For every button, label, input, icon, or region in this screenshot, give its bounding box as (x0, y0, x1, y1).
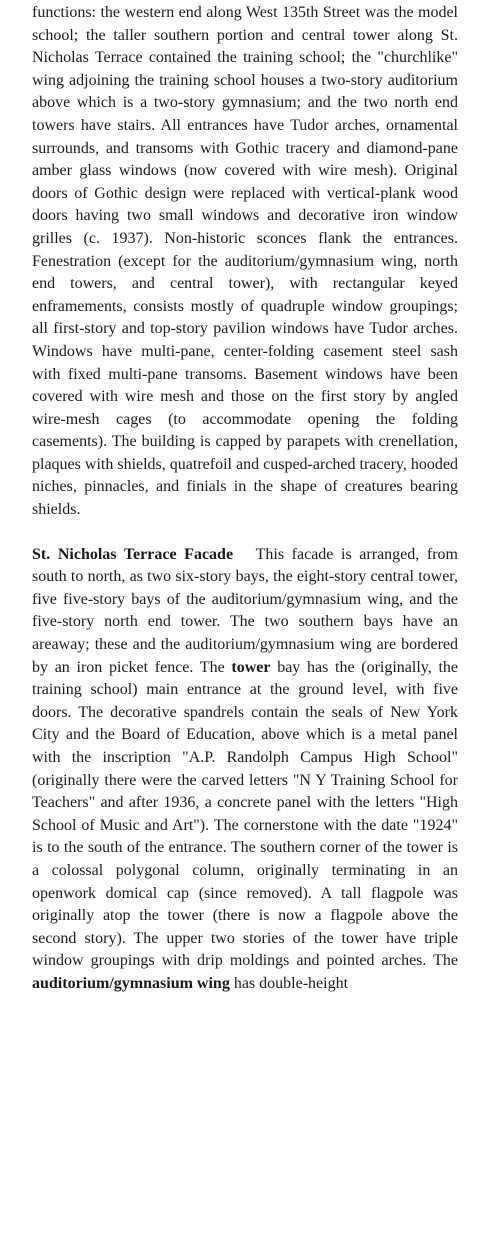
paragraph-building-description (32, 2, 458, 522)
paragraph-text-c: has double-height (233, 974, 349, 992)
paragraph-text-a: This facade is arranged, from south to north, as two six-story bays, the eight-story central tower, five five-story bays of the auditorium/gymnasium wing, and the five-story north end tower. The two southern bays have an areaway; these and the auditorium/gymnasium wing are bordered by an iron picket fence. The (32, 545, 458, 676)
term-auditorium-gymnasium-wing: auditorium/gymnasium wing (32, 974, 230, 992)
paragraph-text-b: bay has the (originally, the training school) main entrance at the ground level, with five doors. The decorative spandrels contain the seals of New York City and the Board of Education, above which is a metal panel with the inscription "A.P. Randolph Campus High School" (originally there were the carved letters "N Y Training School for Teachers" and after 1936, a concrete panel with the letters "High School of Music and Art"). The cornerstone with the date "1924" is to the south of the entrance. The southern corner of the tower is a colossal polygonal column, originally terminating in an openwork domical cap (since removed). A tall flagpole was originally atop the tower (there is now a flagpole above the second story). The upper two stories of the tower have triple window groupings with drip moldings and pointed arches. The (32, 658, 459, 970)
section-heading: St. Nicholas Terrace Facade (32, 545, 234, 563)
paragraph-st-nicholas-terrace-facade (32, 544, 458, 996)
paragraph-text: functions: the western end along West 135th Street was the model school; the taller southern portion and central tower along St. Nicholas Terrace contained the training school; the "churchlike" wing adjoining the training school houses a two-story auditorium above which is a two-story gymnasium; and the two north end towers have stairs. All entrances have Tudor arches, ornamental surrounds, and transoms with Gothic tracery and diamond-pane amber glass windows (now covered with wire mesh). Original doors of Gothic design were replaced with vertical-plank wood doors having two small windows and decorative iron window grilles (c. 1937). Non-historic sconces flank the entrances. Fenestration (except for the auditorium/gymnasium wing, north end towers, and central tower), with rectangular keyed enframements, consists mostly of quadruple window groupings; all first-story and top-story pavilion windows have Tudor arches. Windows have multi-pane, center-folding casement steel sash with fixed multi-pane transoms. Basement windows have been covered with wire mesh and those on the first story by angled wire-mesh cages (to accommodate opening the folding casements). The building is capped by parapets with crenellation, plaques with shields, quatrefoil and cusped-arched tracery, hooded niches, pinnacles, and finials in the shape of creatures bearing shields. (32, 4, 458, 519)
document-page (32, 2, 458, 996)
term-tower: tower (231, 658, 271, 676)
